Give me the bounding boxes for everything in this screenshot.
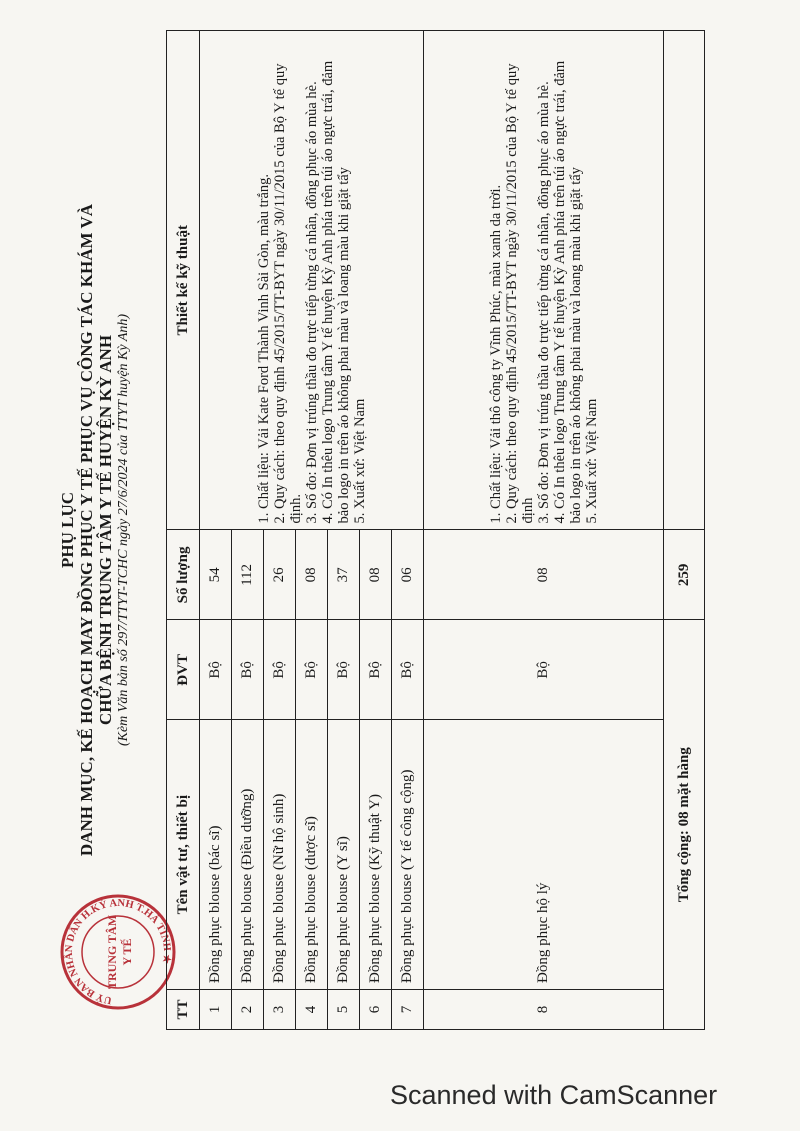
row-name: Đồng phục blouse (Kỹ thuật Y): [360, 720, 392, 990]
spec-line: 3. Số đo: Đơn vị trúng thầu đo trực tiếp từng cá nhân, đồng phục áo mùa hè.: [303, 81, 320, 524]
spec-blouse: [200, 31, 424, 530]
row-unit: Bộ: [296, 620, 328, 720]
row-tt: 6: [360, 990, 392, 1030]
spec-ho-ly: [424, 31, 664, 530]
row-unit: Bộ: [328, 620, 360, 720]
row-name: Đồng phục blouse (Nữ hộ sinh): [264, 720, 296, 990]
row-name: Đồng phục blouse (bác sĩ): [200, 720, 232, 990]
header-name: Tên vật tư, thiết bị: [167, 720, 200, 990]
camscanner-watermark: Scanned with CamScanner: [390, 1080, 718, 1110]
row-tt: 3: [264, 990, 296, 1030]
row-qty: 08: [296, 530, 328, 620]
header-spec: Thiết kế kỹ thuật: [167, 31, 200, 530]
total-row: [664, 31, 705, 1030]
spec-line: 1. Chất liệu: Vải Kate Ford Thành Vinh Sài Gòn, màu trắng.: [255, 173, 272, 524]
row-qty: 112: [232, 530, 264, 620]
row-name: Đồng phục hộ lý: [424, 720, 664, 990]
row-name: Đồng phục blouse (dược sĩ): [296, 720, 328, 990]
row-name: Đồng phục blouse (Y tế công cộng): [392, 720, 424, 990]
row-tt: 1: [200, 990, 232, 1030]
spec-line: 4. Có In thêu logo Trung tâm Y tế huyện Kỳ Anh phía trên túi áo ngực trái, đảm bảo logo in trên áo không phai màu và loang màu khi giặt tẩy: [319, 60, 352, 524]
table-row: [200, 31, 232, 1030]
spec-line: 2. Quy cách: theo quy định 45/2015/TT-BYT ngày 30/11/2015 của Bộ Y tế quy định.: [271, 63, 304, 524]
row-qty: 08: [424, 530, 664, 620]
table-row: [424, 31, 664, 1030]
document-header: [58, 30, 132, 1030]
header-qty: Số lượng: [167, 530, 200, 620]
row-qty: 37: [328, 530, 360, 620]
svg-text:TRUNG TÂM: TRUNG TÂM: [105, 914, 119, 990]
row-unit: Bộ: [232, 620, 264, 720]
header-unit: ĐVT: [167, 620, 200, 720]
row-name: Đồng phục blouse (Điều dưỡng): [232, 720, 264, 990]
svg-text:Y TẾ: Y TẾ: [120, 938, 134, 966]
row-qty: 08: [360, 530, 392, 620]
row-unit: Bộ: [264, 620, 296, 720]
total-spec-empty: [664, 31, 705, 530]
document-title-line2: CHỮA BỆNH TRUNG TÂM Y TẾ HUYỆN KỲ ANH: [96, 334, 115, 726]
document-reference: (Kèm Văn bản số 297/TTYT-TCHC ngày 27/6/2024 của TTYT huyện Kỳ Anh): [116, 313, 131, 747]
header-tt: TT: [167, 990, 200, 1030]
spec-line: 2. Quy cách: theo quy định 45/2015/TT-BYT ngày 30/11/2015 của Bộ Y tế quy định: [503, 63, 536, 524]
document-title-line1: DANH MỤC, KẾ HOẠCH MAY ĐỒNG PHỤC Y TẾ PHỤC VỤ CÔNG TÁC KHÁM VÀ: [77, 203, 96, 857]
equipment-table: [166, 30, 705, 1030]
spec-line: 5. Xuất xứ: Việt Nam: [351, 398, 368, 524]
row-tt: 2: [232, 990, 264, 1030]
row-tt: 7: [392, 990, 424, 1030]
appendix-title: PHỤ LỤC: [58, 491, 77, 569]
row-unit: Bộ: [360, 620, 392, 720]
spec-line: 5. Xuất xứ: Việt Nam: [583, 398, 600, 524]
spec-line: 4. Có In thêu logo Trung tâm Y tế huyện Kỳ Anh phía trên túi áo ngực trái, đảm bảo logo in trên áo không phai màu và loang màu khi giặt tẩy: [551, 60, 584, 524]
row-qty: 54: [200, 530, 232, 620]
row-qty: 06: [392, 530, 424, 620]
table-header-row: [167, 31, 200, 1030]
rotated-document-page: [58, 30, 698, 1030]
row-unit: Bộ: [392, 620, 424, 720]
row-tt: 8: [424, 990, 664, 1030]
row-name: Đồng phục blouse (Y sĩ): [328, 720, 360, 990]
spec-line: 1. Chất liệu: Vải thô công ty Vĩnh Phúc, màu xanh da trời.: [487, 184, 504, 524]
row-qty: 26: [264, 530, 296, 620]
total-qty: 259: [664, 530, 705, 620]
row-unit: Bộ: [200, 620, 232, 720]
row-tt: 5: [328, 990, 360, 1030]
svg-text:UỶ BAN NHÂN DÂN H.KỲ ANH T.HÀ: UỶ BAN NHÂN DÂN H.KỲ ANH T.HÀ TĨNH ★: [63, 897, 173, 1006]
total-label: Tổng cộng: 08 mặt hàng: [664, 620, 705, 1030]
row-tt: 4: [296, 990, 328, 1030]
row-unit: Bộ: [424, 620, 664, 720]
spec-line: 3. Số đo: Đơn vị trúng thầu đo trực tiếp từng cá nhân, đồng phục áo mùa hè.: [535, 81, 552, 524]
